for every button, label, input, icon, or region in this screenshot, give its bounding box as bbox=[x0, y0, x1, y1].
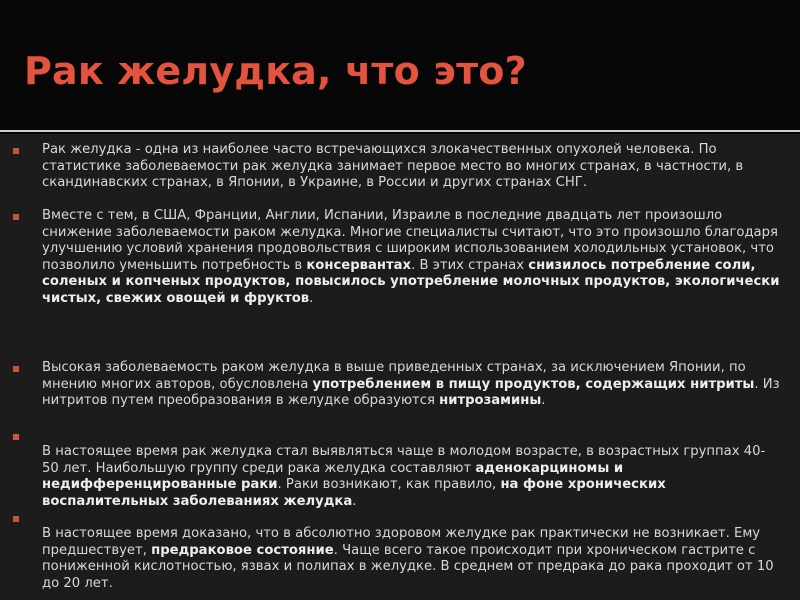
emphasis-text: на фоне хронических воспалительных заболеваниях желудка bbox=[42, 477, 666, 509]
text-run: . Чаще всего такое происходит при хроническом гастрите с пониженной кислотностью, язвах и полипах в желудке. В среднем от предрака до рака проходит от 10 до 20 лет. bbox=[42, 542, 774, 591]
emphasis-text: консервантах bbox=[306, 257, 412, 273]
bullet-text-3 bbox=[42, 360, 782, 410]
bullet-text-1 bbox=[42, 142, 782, 192]
text-run: . Из нитритов путем преобразования в желудке образуются bbox=[42, 376, 780, 408]
text-run: Рак желудка - одна из наиболее часто встречающихся злокачественных опухолей человека. По статистике заболеваемости рак желудка занимает первое место во многих странах, в частности, в скандинавских странах, в Японии, в Украине, в России и других странах СНГ. bbox=[42, 142, 744, 190]
bullet-square-icon bbox=[13, 434, 19, 440]
text-run: . bbox=[309, 290, 314, 306]
text-run: Высокая заболеваемость раком желудка в выше приведенных странах, за исключением Японии, по мнению многих авторов, обусловлена bbox=[42, 360, 746, 392]
emphasis-text: снизилось потребление соли, соленых и копченых продуктов, повысилось употребление молочных продуктов, экологически чистых, свежих овощей и фруктов bbox=[42, 257, 780, 306]
text-run: Вместе с тем, в США, Франции, Англии, Испании, Израиле в последние двадцать лет произошло снижение заболеваемости раком желудка. Многие специалисты считают, что это произошло благодаря улучшению условий хранения продовольствия с широким использованием холодильных установок, что позволило уменьшить потребность в bbox=[42, 208, 778, 273]
title-area bbox=[0, 0, 800, 130]
text-run: . Раки возникают, как правило, bbox=[277, 477, 501, 492]
bullet-square-icon bbox=[13, 516, 19, 522]
bullet-square-icon bbox=[13, 148, 19, 154]
bullet-text-5 bbox=[42, 526, 782, 592]
emphasis-text: предраковое состояние bbox=[151, 542, 334, 558]
emphasis-text: аденокарциномы и недифференцированные раки bbox=[42, 460, 624, 492]
text-run: . В этих странах bbox=[411, 257, 529, 273]
emphasis-text: употреблением в пищу продуктов, содержащих нитриты bbox=[312, 376, 755, 392]
text-run: . bbox=[541, 393, 546, 408]
bullet-square-icon bbox=[13, 366, 19, 372]
text-run: В настоящее время рак желудка стал выявляться чаще в молодом возрасте, в возрастных группах 40-50 лет. Наибольшую группу среди рака желудка составляют bbox=[42, 444, 766, 476]
title-divider bbox=[0, 130, 800, 132]
bullet-square-icon bbox=[13, 214, 19, 220]
text-run: В настоящее время доказано, что в абсолютно здоровом желудке рак практически не возникает. Ему предшествует, bbox=[42, 526, 761, 558]
slide-content bbox=[0, 134, 800, 600]
bullet-text-4 bbox=[42, 444, 782, 510]
emphasis-text: нитрозамины bbox=[439, 393, 542, 408]
bullet-text-2 bbox=[42, 208, 782, 307]
text-run: . bbox=[352, 493, 357, 509]
slide-title: Рак желудка, что это? bbox=[24, 49, 527, 93]
